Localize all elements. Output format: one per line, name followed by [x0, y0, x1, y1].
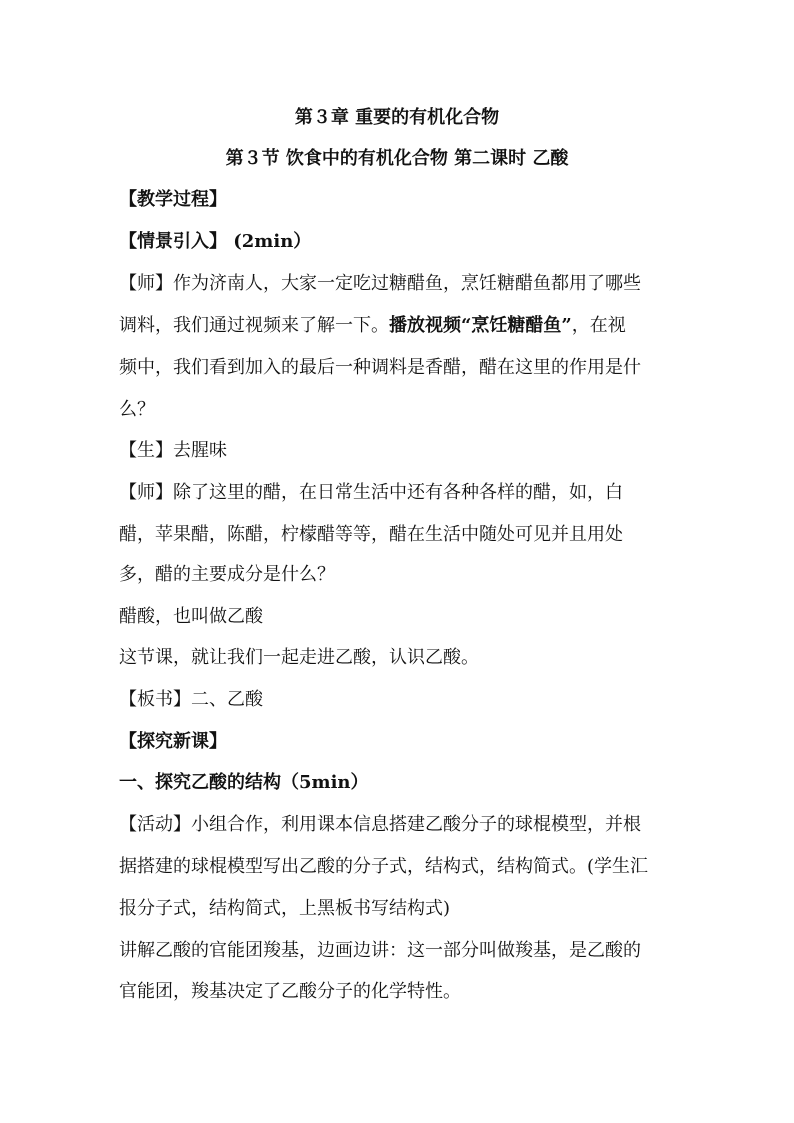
activity-line-3: 报分子式，结构简式，上黑板书写结构式)	[119, 898, 451, 919]
process-heading: 【教学过程】	[119, 189, 227, 210]
activity-tag: 【活动】	[119, 814, 191, 835]
teacher-text: 调料，我们通过视频来了解一下。	[119, 315, 389, 336]
video-instruction: 播放视频“烹饪糖醋鱼”	[389, 315, 572, 336]
student-text: 去腥味	[173, 440, 227, 461]
section-title: 第３节 饮食中的有机化合物 第二课时 乙酸	[225, 148, 569, 169]
teacher-tag: 【师】	[119, 273, 173, 294]
lesson-line: 这节课，就让我们一起走进乙酸，认识乙酸。	[119, 647, 479, 668]
part1-heading: 一、探究乙酸的结构（5min）	[119, 772, 369, 793]
board-note	[119, 688, 263, 712]
intro-heading: 【情景引入】 (2min）	[119, 231, 312, 252]
chapter-title: 第３章 重要的有机化合物	[294, 107, 500, 128]
teacher-paragraph-2-line-3: 多，醋的主要成分是什么？	[119, 564, 335, 585]
teacher-text: 除了这里的醋，在日常生活中还有各种各样的醋，如，白	[173, 482, 623, 503]
teacher-paragraph-1-line-2	[119, 314, 626, 338]
activity-line-1	[119, 813, 641, 837]
activity-line-2: 据搭建的球棍模型写出乙酸的分子式，结构式，结构简式。(学生汇	[119, 856, 649, 877]
explain-line-2: 官能团，羧基决定了乙酸分子的化学特性。	[119, 981, 461, 1002]
activity-text: 小组合作，利用课本信息搭建乙酸分子的球棍模型，并根	[191, 814, 641, 835]
teacher-paragraph-1-line-3: 频中，我们看到加入的最后一种调料是香醋，醋在这里的作用是什	[119, 357, 641, 378]
answer-line: 醋酸，也叫做乙酸	[119, 606, 263, 627]
explore-heading: 【探究新课】	[119, 731, 227, 752]
teacher-text: ，在视	[571, 315, 626, 336]
teacher-paragraph-1-line-4: 么？	[119, 399, 155, 420]
board-text: 二、乙酸	[191, 689, 263, 710]
board-tag: 【板书】	[119, 689, 191, 710]
teacher-paragraph-1-line-1	[119, 272, 641, 296]
teacher-paragraph-2-line-2: 醋，苹果醋，陈醋，柠檬醋等等，醋在生活中随处可见并且用处	[119, 524, 623, 545]
explain-line-1: 讲解乙酸的官能团羧基，边画边讲：这一部分叫做羧基，是乙酸的	[119, 940, 641, 961]
teacher-paragraph-2-line-1	[119, 481, 623, 505]
teacher-text: 作为济南人，大家一定吃过糖醋鱼，烹饪糖醋鱼都用了哪些	[173, 273, 641, 294]
student-tag: 【生】	[119, 440, 173, 461]
student-answer	[119, 439, 227, 463]
teacher-tag: 【师】	[119, 482, 173, 503]
